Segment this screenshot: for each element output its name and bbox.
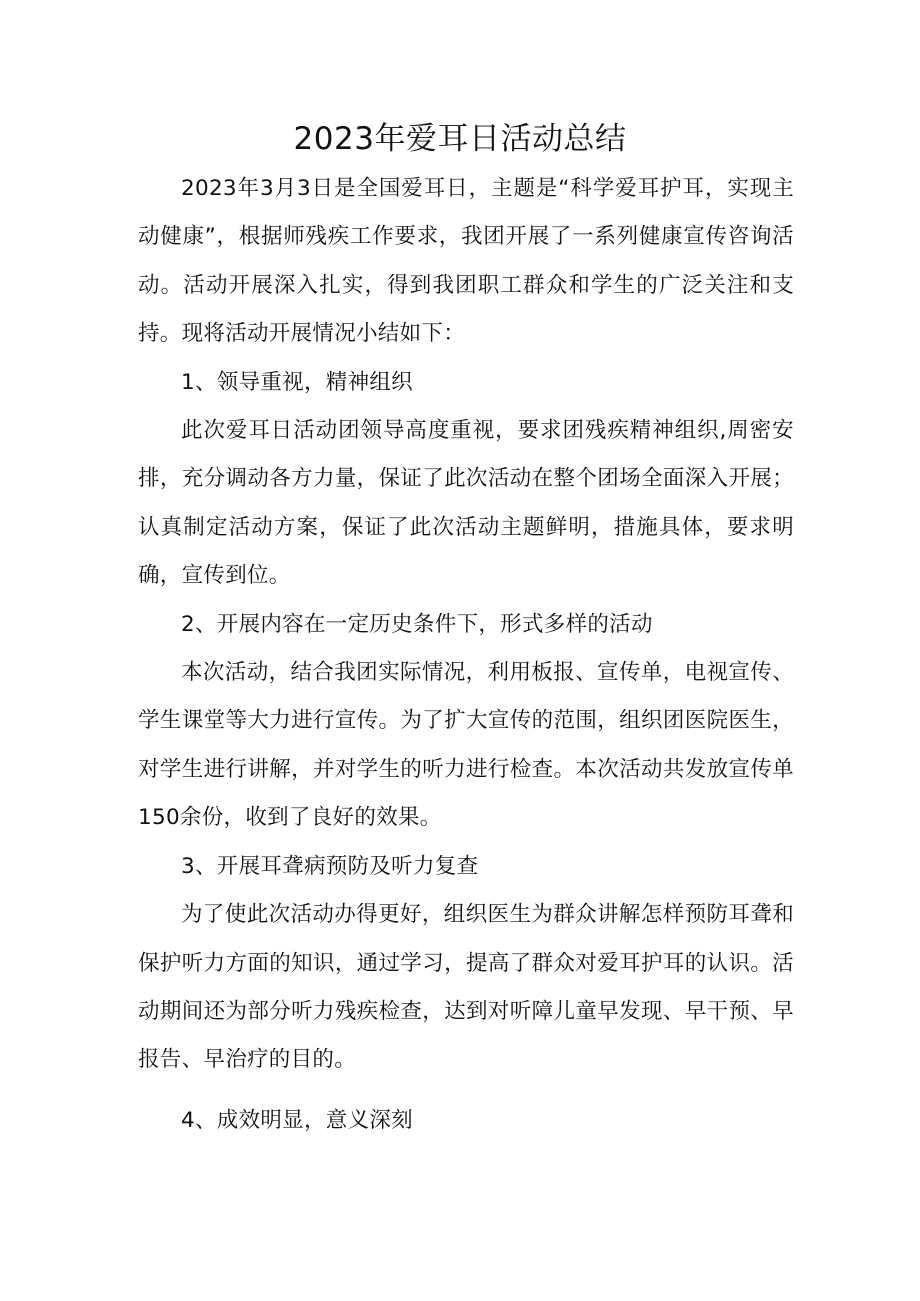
section-3-heading: 3、开展耳聋病预防及听力复查 — [181, 853, 479, 879]
document-title: 2023年爱耳日活动总结 — [293, 121, 627, 157]
document-body — [138, 165, 794, 1145]
section-1-body: 此次爱耳日活动团领导高度重视，要求团残疾精神组织,周密安排，充分调动各方力量，保证了此次活动在整个团场全面深入开展；认真制定活动方案，保证了此次活动主题鲜明，措施具体，要求明确，宣传到位。 — [138, 418, 794, 589]
section-4-heading: 4、成效明显，意义深刻 — [181, 1107, 413, 1133]
section-2-heading: 2、开展内容在一定历史条件下，形式多样的活动 — [181, 611, 653, 637]
section-3-body: 为了使此次活动办得更好，组织医生为群众讲解怎样预防耳聋和保护听力方面的知识，通过学习，提高了群众对爱耳护耳的认识。活动期间还为部分听力残疾检查，达到对听障儿童早发现、早干预、早报告、早治疗的目的。 — [138, 902, 794, 1073]
section-2-body: 本次活动，结合我团实际情况，利用板报、宣传单，电视宣传、学生课堂等大力进行宣传。为了扩大宣传的范围，组织团医院医生，对学生进行讲解，并对学生的听力进行检查。本次活动共发放宣传单150余份，收到了良好的效果。 — [138, 660, 794, 831]
section-1-heading: 1、领导重视，精神组织 — [181, 369, 413, 395]
intro-paragraph: 2023年3月3日是全国爱耳日，主题是“科学爱耳护耳，实现主动健康”，根据师残疾工作要求，我团开展了一系列健康宣传咨询活动。活动开展深入扎实，得到我团职工群众和学生的广泛关注和支持。现将活动开展情况小结如下： — [138, 176, 794, 347]
